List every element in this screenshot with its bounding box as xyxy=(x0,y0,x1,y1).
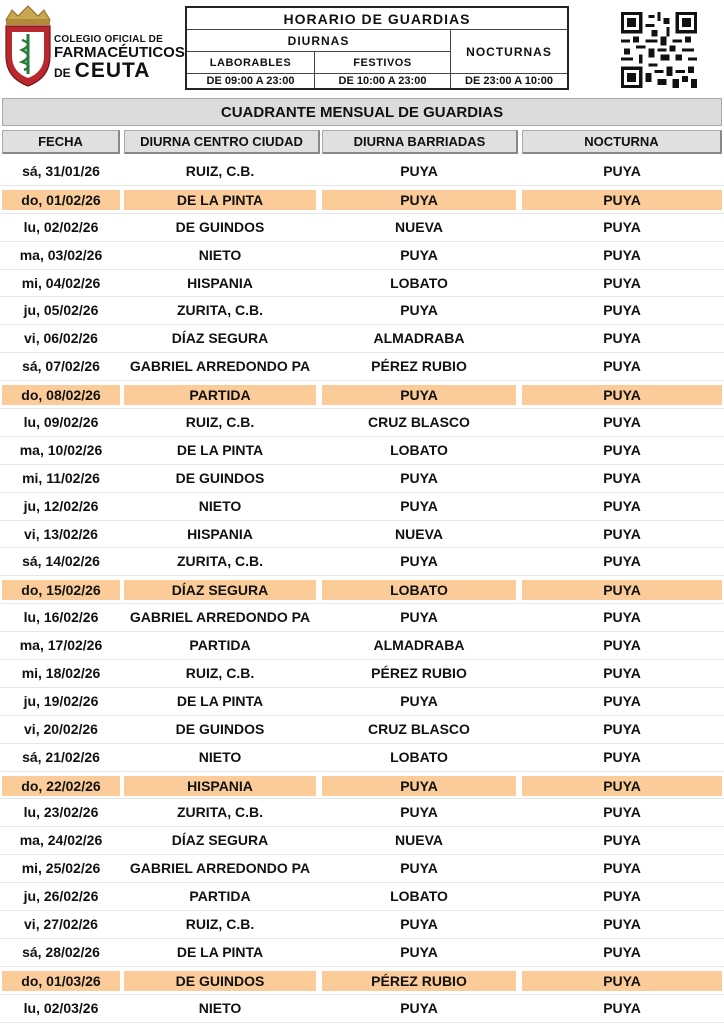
nocturna-cell: PUYA xyxy=(603,999,641,1016)
centro-cell: HISPANIA xyxy=(187,525,253,542)
barriadas-cell: PUYA xyxy=(400,916,438,933)
nocturna-cell: PUYA xyxy=(603,441,641,458)
barriadas-cell: PUYA xyxy=(400,692,438,709)
centro-cell: PARTIDA xyxy=(189,637,251,654)
laborables-header: LABORABLES xyxy=(187,52,315,74)
table-row xyxy=(0,855,724,883)
centro-cell: NIETO xyxy=(198,999,242,1016)
table-row xyxy=(0,409,724,437)
nocturna-cell: PUYA xyxy=(603,609,641,626)
nocturna-cell: PUYA xyxy=(603,497,641,514)
laborables-hours: DE 09:00 A 23:00 xyxy=(187,74,315,88)
festivos-header: FESTIVOS xyxy=(315,52,451,74)
centro-cell: GABRIEL ARREDONDO PA xyxy=(129,609,311,626)
table-row xyxy=(0,967,724,995)
table-row xyxy=(0,521,724,549)
date-cell: mi, 25/02/26 xyxy=(21,860,101,877)
date-cell: do, 15/02/26 xyxy=(2,580,120,600)
centro-cell: DE LA PINTA xyxy=(176,692,264,709)
date-cell: ma, 10/02/26 xyxy=(19,441,103,458)
table-title: CUADRANTE MENSUAL DE GUARDIAS xyxy=(2,98,722,126)
nocturna-cell: PUYA xyxy=(522,580,722,600)
barriadas-cell: LOBATO xyxy=(390,888,448,905)
nocturna-cell: PUYA xyxy=(603,916,641,933)
date-cell: vi, 27/02/26 xyxy=(24,916,98,933)
centro-cell: DE LA PINTA xyxy=(176,441,264,458)
date-cell: lu, 16/02/26 xyxy=(23,609,99,626)
guard-schedule-rows xyxy=(0,158,724,1023)
centro-cell: NIETO xyxy=(198,497,242,514)
centro-cell: DE LA PINTA xyxy=(124,190,316,210)
centro-cell: NIETO xyxy=(198,246,242,263)
table-row xyxy=(0,297,724,325)
date-cell: vi, 20/02/26 xyxy=(24,720,98,737)
table-row xyxy=(0,939,724,967)
qr-code-icon xyxy=(621,12,697,88)
logo-line1: COLEGIO OFICIAL DE xyxy=(54,34,163,45)
table-row xyxy=(0,465,724,493)
date-cell: sá, 07/02/26 xyxy=(22,358,100,375)
date-cell: ju, 12/02/26 xyxy=(23,497,99,514)
nocturna-cell: PUYA xyxy=(603,943,641,960)
nocturna-cell: PUYA xyxy=(603,358,641,375)
logo-line3-prefix: DE xyxy=(54,66,71,80)
date-cell: ju, 19/02/26 xyxy=(23,692,99,709)
table-row xyxy=(0,158,724,186)
table-row xyxy=(0,744,724,772)
centro-cell: PARTIDA xyxy=(189,888,251,905)
date-cell: do, 01/03/26 xyxy=(2,971,120,991)
date-cell: do, 01/02/26 xyxy=(2,190,120,210)
barriadas-cell: CRUZ BLASCO xyxy=(368,720,470,737)
nocturna-cell: PUYA xyxy=(603,637,641,654)
centro-cell: ZURITA, C.B. xyxy=(176,804,264,821)
centro-cell: DE GUINDOS xyxy=(124,971,316,991)
barriadas-cell: LOBATO xyxy=(390,748,448,765)
nocturna-cell: PUYA xyxy=(522,776,722,796)
centro-cell: ZURITA, C.B. xyxy=(176,302,264,319)
date-cell: vi, 06/02/26 xyxy=(24,330,98,347)
barriadas-cell: PÉREZ RUBIO xyxy=(322,971,516,991)
table-row xyxy=(0,716,724,744)
date-cell: lu, 09/02/26 xyxy=(23,414,99,431)
table-row xyxy=(0,381,724,409)
barriadas-cell: PUYA xyxy=(400,804,438,821)
barriadas-cell: NUEVA xyxy=(395,525,443,542)
nocturna-cell: PUYA xyxy=(603,720,641,737)
centro-cell: HISPANIA xyxy=(124,776,316,796)
centro-cell: DÍAZ SEGURA xyxy=(124,580,316,600)
barriadas-cell: PUYA xyxy=(322,190,516,210)
barriadas-cell: LOBATO xyxy=(390,441,448,458)
date-cell: sá, 31/01/26 xyxy=(22,163,100,179)
centro-cell: RUIZ, C.B. xyxy=(185,414,255,431)
barriadas-cell: PUYA xyxy=(400,553,438,570)
barriadas-cell: PUYA xyxy=(400,246,438,263)
centro-cell: DE GUINDOS xyxy=(175,469,265,486)
centro-cell: RUIZ, C.B. xyxy=(185,163,255,179)
table-row xyxy=(0,799,724,827)
nocturnas-hours: DE 23:00 A 10:00 xyxy=(465,75,553,87)
barriadas-cell: NUEVA xyxy=(395,218,443,235)
nocturna-cell: PUYA xyxy=(603,218,641,235)
barriadas-cell: ALMADRABA xyxy=(373,330,465,347)
centro-cell: HISPANIA xyxy=(187,274,253,291)
table-row xyxy=(0,688,724,716)
barriadas-cell: PÉREZ RUBIO xyxy=(371,358,467,375)
logo-line3: CEUTA xyxy=(74,59,151,82)
table-row xyxy=(0,995,724,1023)
barriadas-cell: ALMADRABA xyxy=(373,637,465,654)
table-row xyxy=(0,325,724,353)
centro-cell: NIETO xyxy=(198,748,242,765)
date-cell: mi, 04/02/26 xyxy=(21,274,101,291)
date-cell: sá, 21/02/26 xyxy=(22,748,100,765)
table-row xyxy=(0,772,724,800)
schedule-box xyxy=(185,6,569,90)
date-cell: vi, 13/02/26 xyxy=(24,525,98,542)
date-cell: ju, 26/02/26 xyxy=(23,888,99,905)
centro-cell: DE GUINDOS xyxy=(175,720,265,737)
nocturna-cell: PUYA xyxy=(522,190,722,210)
date-cell: ju, 05/02/26 xyxy=(23,302,99,319)
barriadas-cell: LOBATO xyxy=(390,274,448,291)
barriadas-cell: NUEVA xyxy=(395,832,443,849)
nocturna-cell: PUYA xyxy=(603,274,641,291)
header-fecha: FECHA xyxy=(2,130,120,154)
date-cell: do, 22/02/26 xyxy=(2,776,120,796)
centro-cell: DE LA PINTA xyxy=(176,943,264,960)
date-cell: mi, 11/02/26 xyxy=(22,469,100,486)
barriadas-cell: PUYA xyxy=(400,497,438,514)
table-row xyxy=(0,270,724,298)
centro-cell: RUIZ, C.B. xyxy=(185,916,255,933)
header-nocturna: NOCTURNA xyxy=(522,130,722,154)
date-cell: lu, 02/02/26 xyxy=(23,218,99,235)
barriadas-cell: PUYA xyxy=(322,385,516,405)
nocturna-cell: PUYA xyxy=(603,302,641,319)
barriadas-cell: PUYA xyxy=(400,302,438,319)
centro-cell: ZURITA, C.B. xyxy=(176,553,264,570)
barriadas-cell: PÉREZ RUBIO xyxy=(371,665,467,682)
table-row xyxy=(0,911,724,939)
nocturnas-header: NOCTURNAS xyxy=(451,30,567,74)
nocturna-cell: PUYA xyxy=(603,888,641,905)
centro-cell: PARTIDA xyxy=(124,385,316,405)
table-row xyxy=(0,827,724,855)
centro-cell: DÍAZ SEGURA xyxy=(171,832,269,849)
table-row xyxy=(0,604,724,632)
date-cell: ma, 24/02/26 xyxy=(19,832,103,849)
barriadas-cell: CRUZ BLASCO xyxy=(368,414,470,431)
table-row xyxy=(0,632,724,660)
header-diurna-centro: DIURNA CENTRO CIUDAD xyxy=(124,130,320,154)
table-row xyxy=(0,353,724,381)
table-row xyxy=(0,493,724,521)
barriadas-cell: PUYA xyxy=(400,609,438,626)
centro-cell: GABRIEL ARREDONDO PA xyxy=(129,358,311,375)
date-cell: mi, 18/02/26 xyxy=(21,665,101,682)
centro-cell: DE GUINDOS xyxy=(175,218,265,235)
date-cell: lu, 23/02/26 xyxy=(23,804,99,821)
nocturna-cell: PUYA xyxy=(603,860,641,877)
header-diurna-barriadas: DIURNA BARRIADAS xyxy=(322,130,518,154)
nocturna-cell: PUYA xyxy=(603,832,641,849)
nocturna-cell: PUYA xyxy=(603,553,641,570)
barriadas-cell: PUYA xyxy=(400,943,438,960)
nocturna-cell: PUYA xyxy=(603,330,641,347)
table-row xyxy=(0,242,724,270)
nocturna-cell: PUYA xyxy=(603,665,641,682)
barriadas-cell: PUYA xyxy=(400,163,438,179)
table-row xyxy=(0,576,724,604)
centro-cell: GABRIEL ARREDONDO PA xyxy=(129,860,311,877)
date-cell: lu, 02/03/26 xyxy=(23,999,99,1016)
festivos-hours: DE 10:00 A 23:00 xyxy=(315,74,451,88)
college-logo xyxy=(2,4,185,88)
centro-cell: RUIZ, C.B. xyxy=(185,665,255,682)
date-cell: sá, 28/02/26 xyxy=(22,943,100,960)
table-row xyxy=(0,437,724,465)
barriadas-cell: PUYA xyxy=(400,469,438,486)
date-cell: sá, 14/02/26 xyxy=(22,553,100,570)
crest-icon xyxy=(2,4,54,88)
nocturna-cell: PUYA xyxy=(603,469,641,486)
nocturna-cell: PUYA xyxy=(603,692,641,709)
diurnas-header: DIURNAS xyxy=(187,30,451,52)
table-row xyxy=(0,214,724,242)
nocturna-cell: PUYA xyxy=(522,971,722,991)
barriadas-cell: PUYA xyxy=(400,999,438,1016)
nocturna-cell: PUYA xyxy=(603,804,641,821)
nocturna-cell: PUYA xyxy=(603,748,641,765)
date-cell: ma, 17/02/26 xyxy=(19,637,103,654)
table-row xyxy=(0,883,724,911)
nocturna-cell: PUYA xyxy=(603,414,641,431)
barriadas-cell: PUYA xyxy=(400,860,438,877)
nocturna-cell: PUYA xyxy=(603,246,641,263)
schedule-title: HORARIO DE GUARDIAS xyxy=(187,8,567,30)
date-cell: do, 08/02/26 xyxy=(2,385,120,405)
barriadas-cell: PUYA xyxy=(322,776,516,796)
logo-line2: FARMACÉUTICOS xyxy=(54,44,185,61)
table-row xyxy=(0,548,724,576)
nocturna-cell: PUYA xyxy=(603,163,641,179)
nocturna-cell: PUYA xyxy=(603,525,641,542)
centro-cell: DÍAZ SEGURA xyxy=(171,330,269,347)
date-cell: ma, 03/02/26 xyxy=(19,246,103,263)
barriadas-cell: LOBATO xyxy=(322,580,516,600)
table-row xyxy=(0,186,724,214)
nocturna-cell: PUYA xyxy=(522,385,722,405)
table-row xyxy=(0,660,724,688)
